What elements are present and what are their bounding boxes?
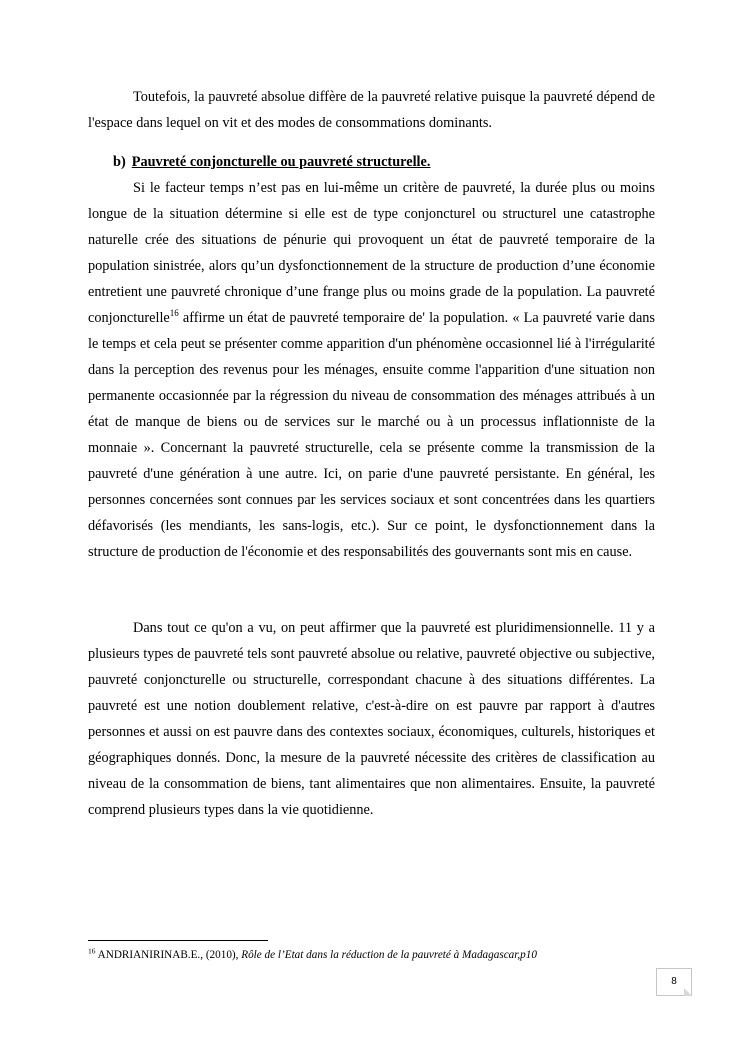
footnote	[88, 946, 537, 964]
footnote-separator	[88, 940, 268, 941]
paragraph-conclusion: Dans tout ce qu'on a vu, on peut affirmer que la pauvreté est pluridimensionnelle. 11 y a plusieurs types de pauvreté tels sont pauvreté absolue ou relative, pauvreté objective ou subjective, pauvreté conjoncturelle ou structurelle, correspondant chacune à des situations différentes. La pauvreté est une notion doublement relative, c'est-à-dire on est pauvre par rapport à d'autres personnes et aussi on est pauvre dans des contextes sociaux, économiques, culturels, historiques et géographiques donnés. Donc, la mesure de la pauvreté nécessite des critères de classification au niveau de la consommation de biens, tant alimentaires que non alimentaires. Ensuite, la pauvreté comprend plusieurs types dans la vie quotidienne.	[88, 620, 655, 818]
section-heading-b	[113, 149, 430, 175]
footnote-author: ANDRIANIRINAB.E., (2010),	[95, 949, 242, 961]
section-marker: b)	[113, 154, 126, 170]
paragraph-absolute-vs-relative: Toutefois, la pauvreté absolue diffère de la pauvreté relative puisque la pauvreté dépend de l'espace dans lequel on vit et des modes de consommations dominants.	[88, 89, 655, 131]
footnote-title: Rôle de l’Etat dans la réduction de la pauvreté à Madagascar,p10	[241, 949, 537, 961]
paragraph2-text-start: Si le facteur temps n’est pas en lui-même un critère de pauvreté, la durée plus ou moins longue de la situation détermine si elle est de type conjoncturel ou structurel une catastrophe naturelle crée des situations de pénurie qui provoquent un état de pauvreté temporaire de la population sinistrée, alors qu’un dysfonctionnement de la structure de production d’une économie entretient une pauvreté chronique d’une frange plus ou moins grade de la population. La pauvreté conjoncturelle	[88, 180, 655, 326]
page-number: 8	[656, 968, 692, 996]
footnote-reference[interactable]: 16	[169, 308, 179, 319]
paragraph-conjoncturelle-structurelle	[88, 175, 655, 565]
footnote-number: 16	[88, 946, 96, 956]
section-title: Pauvreté conjoncturelle ou pauvreté structurelle.	[131, 154, 431, 170]
paragraph2-text-end: affirme un état de pauvreté temporaire de' la population. « La pauvreté varie dans le temps et cela peut se présenter comme apparition d'un phénomène occasionnel lié à l'irrégularité dans la perception des revenus pour les ménages, ensuite comme l'apparition d'une situation non permanente occasionnée par la régression du niveau de consommation des ménages attribués à un état de manque de biens ou de services sur le marché ou à un processus inflationniste de la monnaie ». Concernant la pauvreté structurelle, cela se présente comme la transmission de la pauvreté d'une génération à une autre. Ici, on parie d'une pauvreté persistante. En général, les personnes concernées sont connues par les services sociaux et sont concentrées dans les quartiers défavorisés (les mendiants, les sans-logis, etc.). Sur ce point, le dysfonctionnement dans la structure de production de l'économie et des responsabilités des gouvernants sont mis en cause.	[88, 310, 655, 560]
